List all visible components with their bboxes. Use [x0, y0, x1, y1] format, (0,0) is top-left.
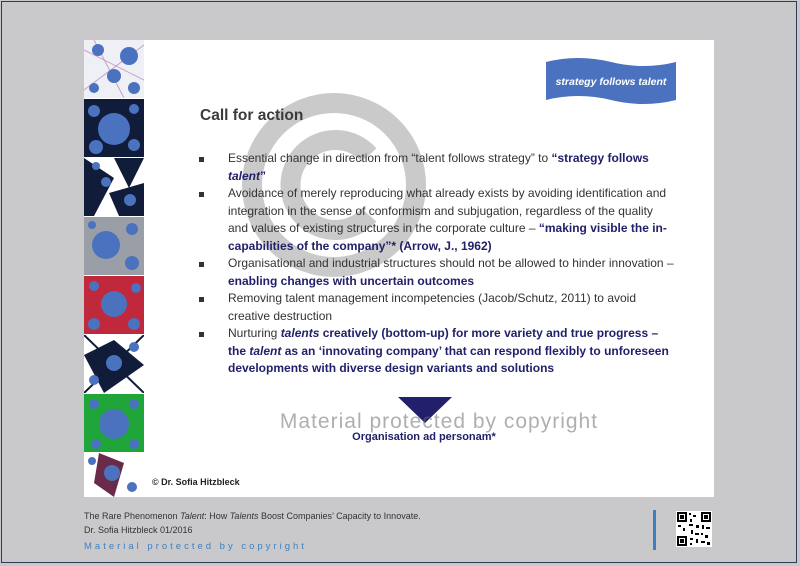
- bullet-icon: [199, 262, 204, 267]
- footer-text-italic: Talent: [180, 511, 205, 521]
- tile-image-navy: [84, 99, 144, 157]
- bullet-emphasis: enabling changes with uncertain outcomes: [228, 273, 475, 288]
- tile-image-red: [84, 276, 144, 334]
- bullet-icon: [199, 192, 204, 197]
- watermark-text: Material protected by copyright: [279, 410, 599, 433]
- bullet-emphasis: ”: [260, 168, 267, 183]
- bullet-emphasis-italic: talents: [280, 326, 320, 340]
- author-copyright: © Dr. Sofia Hitzbleck: [152, 477, 240, 487]
- bullet-emphasis: “strategy follows: [551, 151, 649, 165]
- bullet-emphasis-italic: talent: [228, 168, 261, 183]
- bullet-item: [194, 325, 674, 378]
- bullet-item: [194, 255, 674, 290]
- bullet-text: Removing talent management incompetencies (Jacob/Schutz, 2011) to avoid creative destruction: [228, 291, 637, 323]
- footer-text-italic: Talents: [229, 511, 259, 521]
- bullet-emphasis: as an ‘innovating company’ that can respond flexibly to unforeseen developments with diverse design variants and solutions: [228, 343, 669, 375]
- bullet-icon: [199, 157, 204, 162]
- bullet-text: Avoidance of merely reproducing what already exists by avoiding identification and integration in the sense of conformism and subjugation, regardless of the quality and values of existing structures in the corporate culture –: [228, 186, 667, 235]
- bullet-icon: [199, 332, 204, 337]
- footer-text: Boost Companies’ Capacity to Innovate.: [258, 511, 421, 521]
- decorative-tile-column: [84, 40, 144, 497]
- bullet-item: [194, 290, 674, 325]
- bullet-item: [194, 185, 674, 255]
- slide-title: Call for action: [200, 107, 304, 124]
- tile-image-lines: [84, 335, 144, 393]
- footer-text: : How: [204, 511, 230, 521]
- bullet-icon: [199, 297, 204, 302]
- tile-image-mixed: [84, 453, 144, 497]
- banner-text: strategy follows talent: [555, 76, 667, 88]
- footer-author-date: Dr. Sofia Hitzbleck 01/2016: [84, 525, 193, 535]
- bullet-emphasis: “making visible the in-capabilities of the company”* (Arrow, J., 1962): [228, 221, 667, 253]
- footer-book-title: [84, 511, 421, 521]
- tile-image-shards: [84, 158, 144, 216]
- bullet-item: [194, 150, 674, 185]
- bullet-text: Nurturing: [228, 326, 281, 340]
- footer-copyright-notice: Material protected by copyright: [84, 541, 307, 552]
- bullet-emphasis-italic: talent: [249, 343, 282, 358]
- bullet-text: Essential change in direction from “talent follows strategy” to: [228, 151, 552, 165]
- tile-image-white: [84, 40, 144, 98]
- qr-code-icon: [676, 511, 712, 547]
- bullet-text: Organisational and industrial structures should not be allowed to hinder innovation –: [228, 256, 674, 270]
- tile-image-gray: [84, 217, 144, 275]
- slide: [84, 40, 714, 497]
- bullet-list: [194, 150, 674, 378]
- tile-image-green: [84, 394, 144, 452]
- bullet-emphasis: creatively (bottom-up) for more variety and true progress – the: [228, 326, 659, 358]
- footer-text: The Rare Phenomenon: [84, 511, 181, 521]
- footer-divider: [653, 510, 656, 550]
- conclusion-label: Organisation ad personam*: [352, 431, 496, 443]
